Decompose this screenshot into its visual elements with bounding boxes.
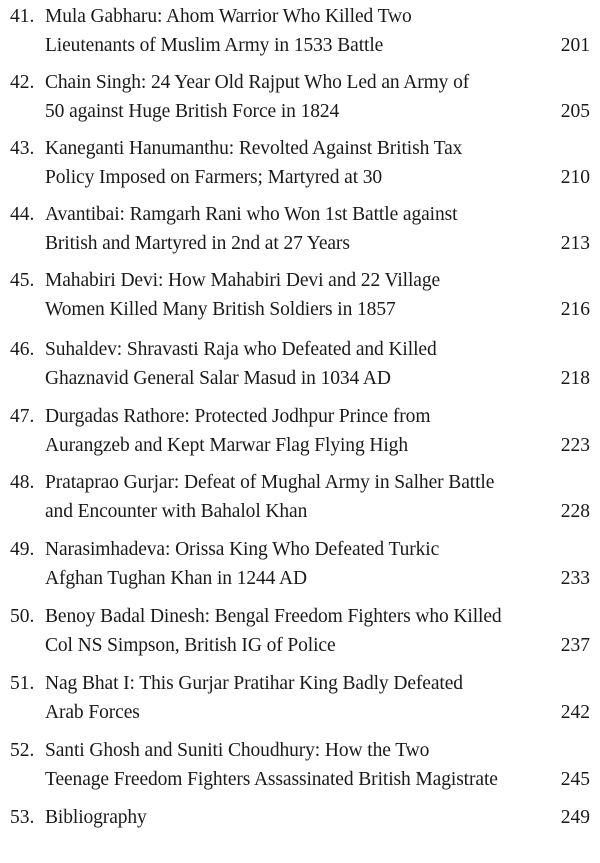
entry-title-line-1: Mahabiri Devi: How Mahabiri Devi and 22 Village (45, 270, 441, 291)
entry-title-line-1: Santi Ghosh and Suniti Choudhury: How the Two (45, 740, 430, 761)
entry-page-number: 245 (560, 769, 590, 790)
entry-page-number: 205 (560, 101, 590, 122)
toc-entry (0, 803, 600, 863)
toc-entry (0, 468, 600, 528)
entry-number: 41. (10, 6, 35, 27)
entry-number: 53. (10, 807, 35, 828)
entry-number: 46. (10, 339, 35, 360)
entry-page-number: 228 (560, 501, 590, 522)
entry-title-line-1: Prataprao Gurjar: Defeat of Mughal Army in Salher Battle (45, 472, 495, 493)
toc-entry (0, 736, 600, 796)
entry-title-line-2: Lieutenants of Muslim Army in 1533 Battle (45, 35, 384, 56)
entry-title-line-1: Avantibai: Ramgarh Rani who Won 1st Battle against (45, 204, 458, 225)
entry-number: 45. (10, 270, 35, 291)
entry-title-line-1: Benoy Badal Dinesh: Bengal Freedom Fighters who Killed (45, 606, 502, 627)
entry-number: 51. (10, 673, 35, 694)
entry-title-line-1: Kaneganti Hanumanthu: Revolted Against British Tax (45, 138, 463, 159)
entry-number: 48. (10, 472, 35, 493)
entry-title-line-2: Arab Forces (45, 702, 140, 723)
toc-entry (0, 535, 600, 595)
entry-number: 42. (10, 72, 35, 93)
entry-title-line-2: Ghaznavid General Salar Masud in 1034 AD (45, 368, 391, 389)
entry-title-line-2: Policy Imposed on Farmers; Martyred at 30 (45, 167, 383, 188)
entry-number: 50. (10, 606, 35, 627)
toc-entry (0, 402, 600, 462)
entry-title-line-1: Nag Bhat I: This Gurjar Pratihar King Badly Defeated (45, 673, 463, 694)
entry-page-number: 218 (560, 368, 590, 389)
entry-title-line-2: Women Killed Many British Soldiers in 1857 (45, 299, 396, 320)
toc-entry (0, 200, 600, 260)
entry-number: 49. (10, 539, 35, 560)
entry-title-line-2: 50 against Huge British Force in 1824 (45, 101, 340, 122)
entry-title-line-2: and Encounter with Bahalol Khan (45, 501, 308, 522)
entry-page-number: 201 (560, 35, 590, 56)
entry-title-line-2: Teenage Freedom Fighters Assassinated British Magistrate (45, 769, 498, 790)
entry-page-number: 237 (560, 635, 590, 656)
toc-entry (0, 134, 600, 194)
toc-entry (0, 669, 600, 729)
toc-entry (0, 335, 600, 395)
entry-page-number: 223 (560, 435, 590, 456)
entry-title-line-2: British and Martyred in 2nd at 27 Years (45, 233, 350, 254)
entry-title-line-2: Afghan Tughan Khan in 1244 AD (45, 568, 307, 589)
entry-title-line-2: Col NS Simpson, British IG of Police (45, 635, 336, 656)
entry-page-number: 233 (560, 568, 590, 589)
entry-title-line-1: Mula Gabharu: Ahom Warrior Who Killed Two (45, 6, 412, 27)
entry-number: 44. (10, 204, 35, 225)
entry-title-line-1: Chain Singh: 24 Year Old Rajput Who Led an Army of (45, 72, 470, 93)
entry-number: 43. (10, 138, 35, 159)
toc-entry (0, 266, 600, 326)
entry-number: 52. (10, 740, 35, 761)
entry-title-line-2: Aurangzeb and Kept Marwar Flag Flying High (45, 435, 408, 456)
entry-page-number: 216 (560, 299, 590, 320)
entry-number: 47. (10, 406, 35, 427)
entry-title-line-1: Durgadas Rathore: Protected Jodhpur Prince from (45, 406, 431, 427)
entry-title-line-1: Bibliography (45, 807, 147, 828)
entry-title-line-1: Narasimhadeva: Orissa King Who Defeated Turkic (45, 539, 440, 560)
toc-entry (0, 2, 600, 62)
entry-page-number: 242 (560, 702, 590, 723)
entry-page-number: 210 (560, 167, 590, 188)
toc-entry (0, 68, 600, 128)
entry-page-number: 249 (560, 807, 590, 828)
entry-title-line-1: Suhaldev: Shravasti Raja who Defeated and Killed (45, 339, 437, 360)
toc-entry (0, 602, 600, 662)
entry-page-number: 213 (560, 233, 590, 254)
